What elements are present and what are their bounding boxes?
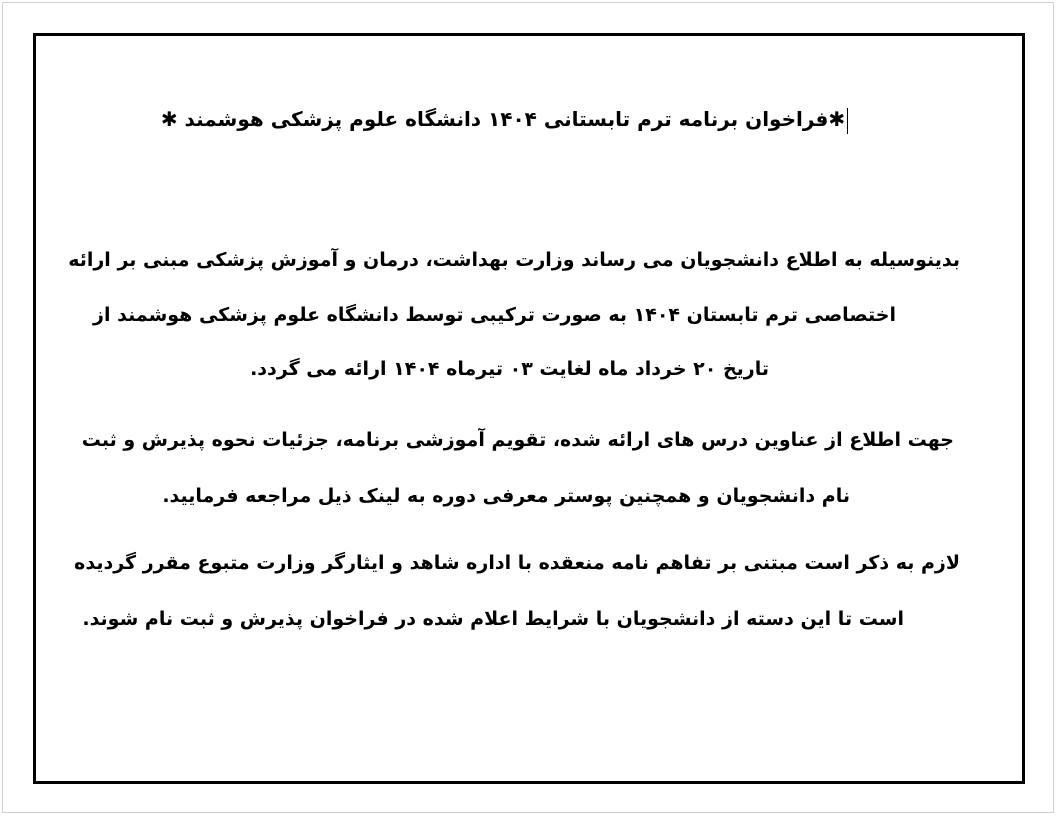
text-cursor — [847, 108, 848, 134]
paragraph-2-line-2: نام دانشجویان و همچنین پوستر معرفی دوره به لینک ذیل مراجعه فرمایید. — [162, 485, 850, 507]
paragraph-1-line-2: اختصاصی ترم تابستان ۱۴۰۴ به صورت ترکیبی توسط دانشگاه علوم پزشکی هوشمند از — [93, 304, 896, 326]
document-frame — [33, 33, 1025, 784]
paragraph-1-line-3: تاریخ ۲۰ خرداد ماه لغایت ۰۳ تیرماه ۱۴۰۴ ارائه می گردد. — [250, 358, 769, 380]
paragraph-3-line-1: لازم به ذکر است مبتنی بر تفاهم نامه منعقده با اداره شاهد و ایثارگر وزارت متبوع مقرر گردیده — [74, 552, 960, 574]
paragraph-1-line-1: بدینوسیله به اطلاع دانشجویان می رساند وزارت بهداشت، درمان و آموزش پزشکی مبنی بر ارائه — [68, 249, 960, 271]
paragraph-2-line-1: جهت اطلاع از عناوین درس های ارائه شده، تقویم آموزشی برنامه، جزئیات نحوه پذیرش و ثبت — [81, 429, 954, 451]
title-text: ✱فراخوان برنامه ترم تابستانی ۱۴۰۴ دانشگاه علوم پزشکی هوشمند ✱ — [160, 107, 846, 131]
document-title — [150, 106, 859, 134]
paragraph-3-line-2: است تا این دسته از دانشجویان با شرایط اعلام شده در فراخوان پذیرش و ثبت نام شوند. — [82, 608, 904, 630]
